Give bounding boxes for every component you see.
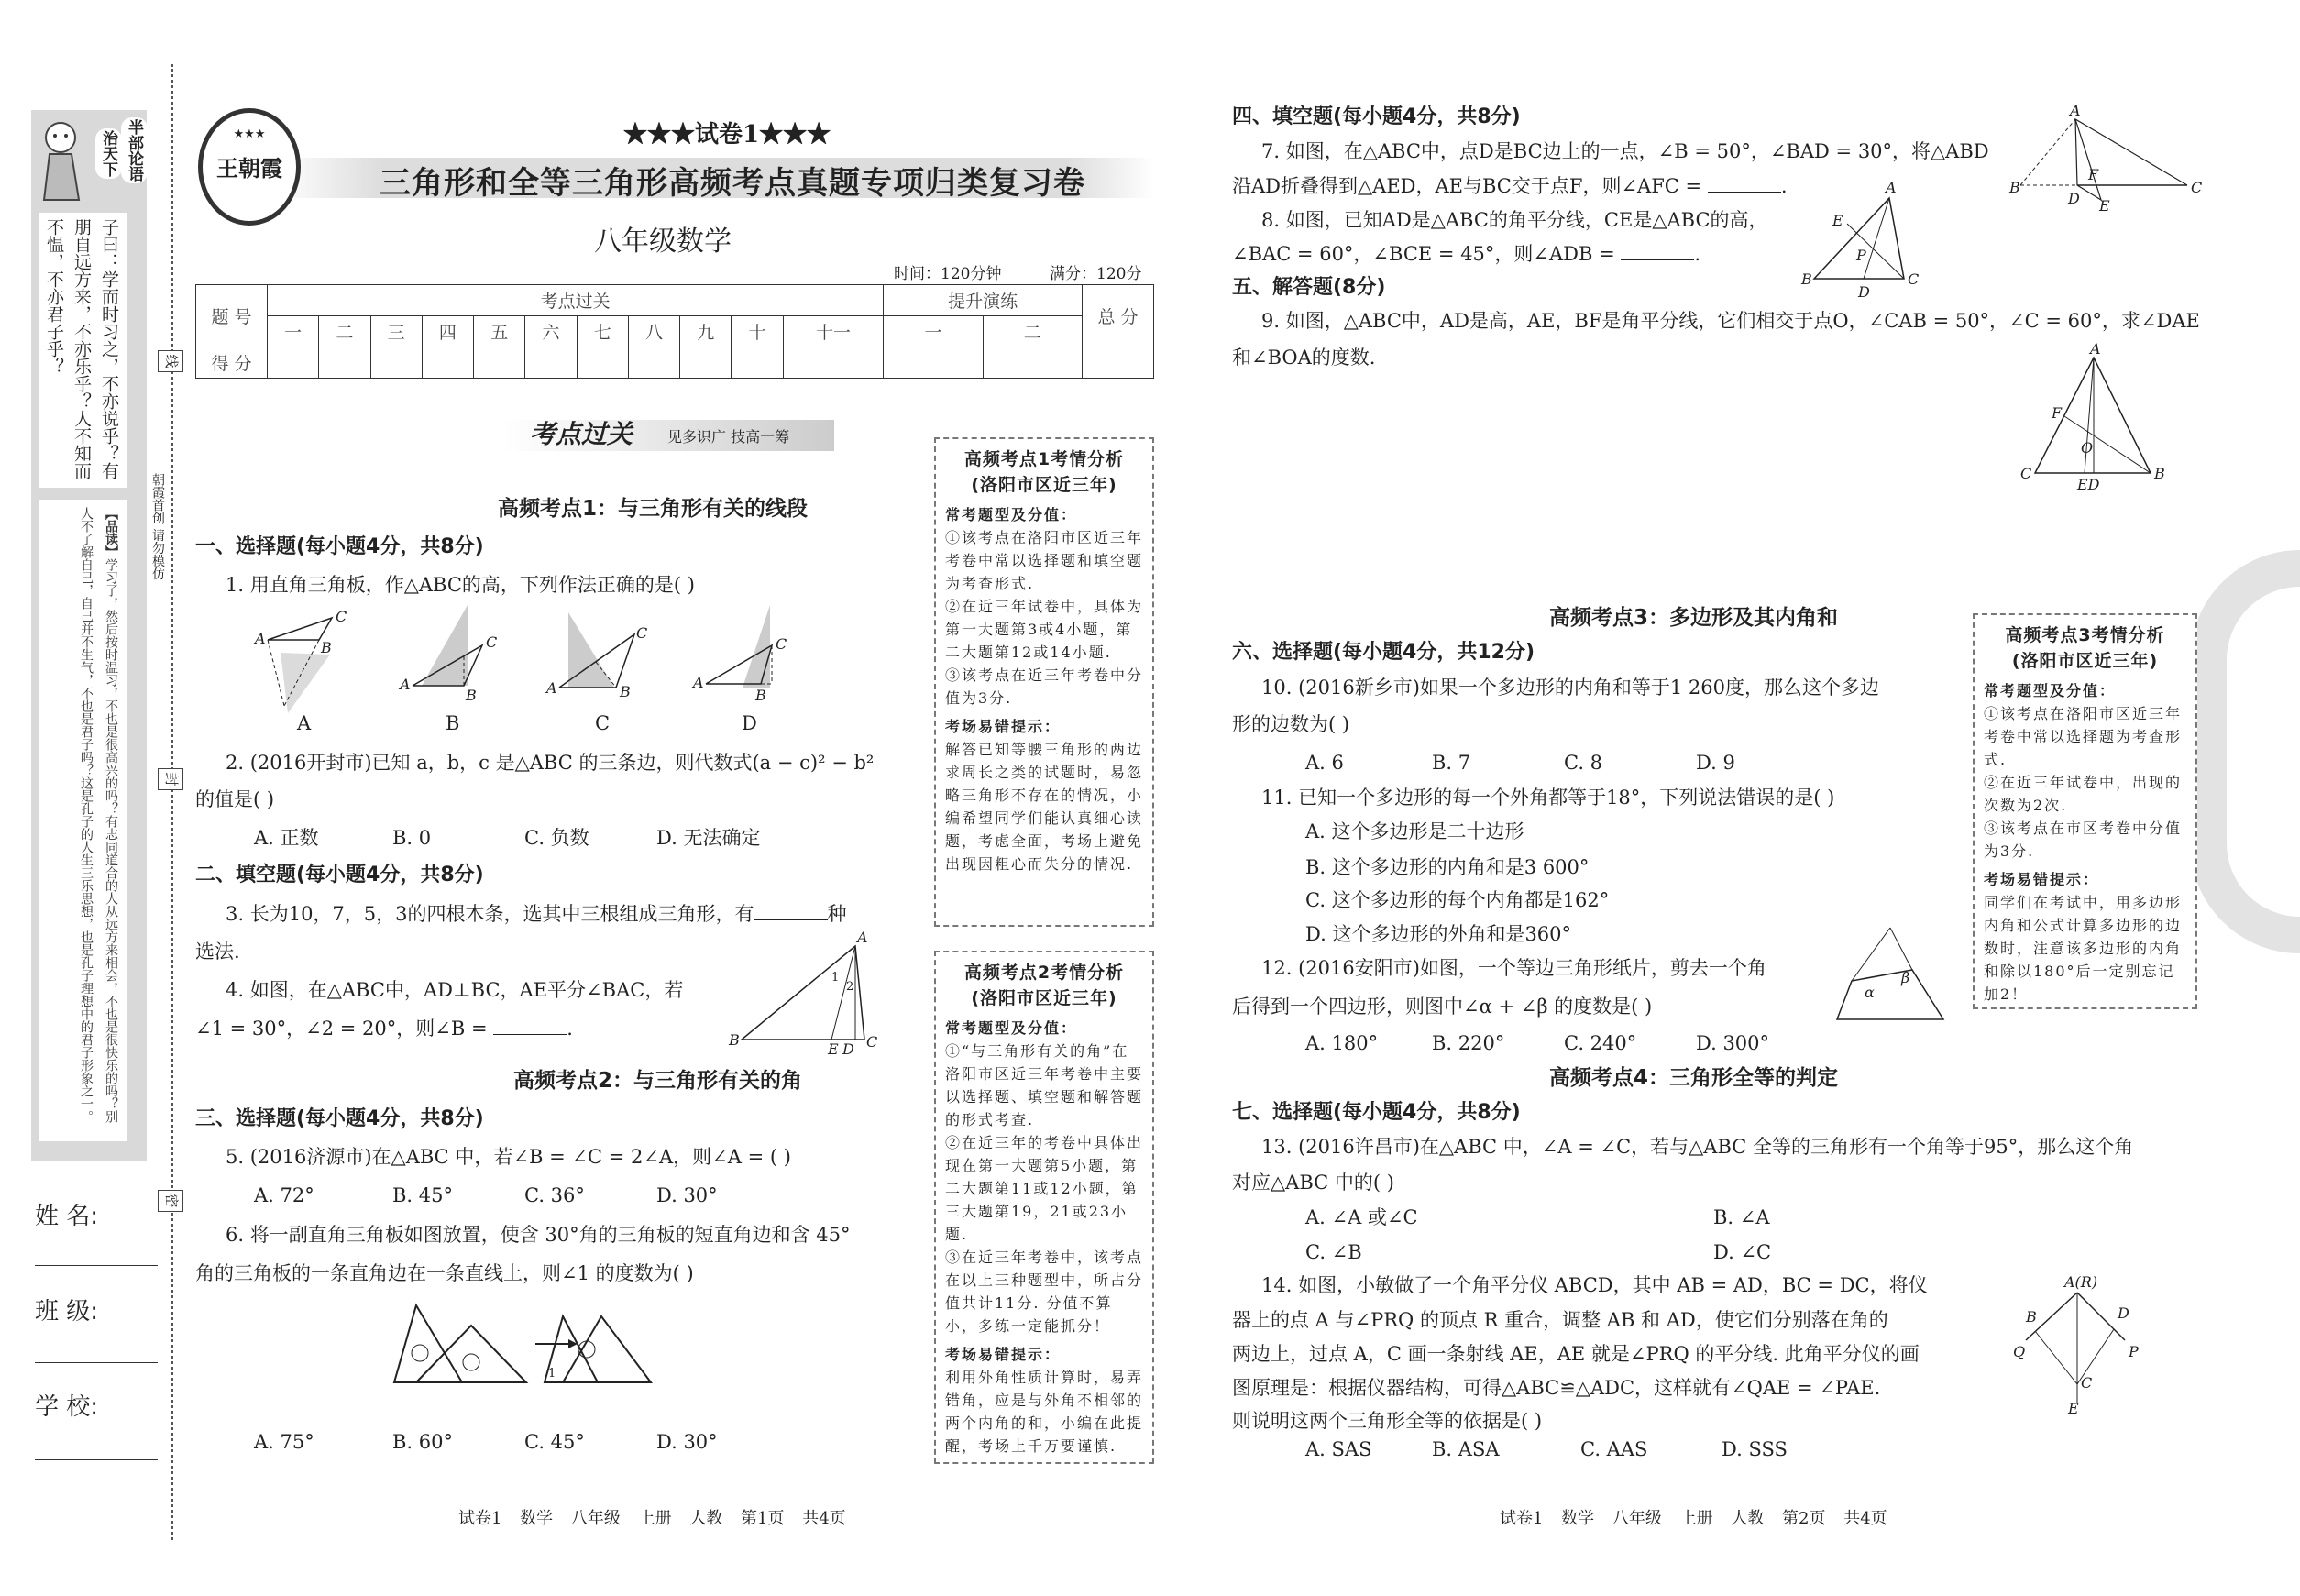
score-cell[interactable] <box>370 347 422 379</box>
banner-title: 考点过关 <box>530 419 633 449</box>
question-14-cont: 器上的点 A 与∠PRQ 的顶点 R 重合，调整 AB 和 AD，使它们分别落在角的 <box>1232 1309 1888 1331</box>
q4-figure <box>729 929 885 1058</box>
q12-figure <box>1833 924 1948 1023</box>
score-cell[interactable] <box>525 347 577 379</box>
q2-option: A. 正数 <box>254 827 319 849</box>
col-header: 二 <box>319 316 370 347</box>
question-8: 8. 如图，已知AD是△ABC的角平分线，CE是△ABC的高， <box>1261 209 1768 231</box>
question-12-cont: 后得到一个四边形，则图中∠α + ∠β 的度数是( ) <box>1232 996 1653 1018</box>
box-heading: 考场易错提示： <box>945 718 1062 735</box>
question-12: 12. (2016安阳市)如图，一个等边三角形纸片，剪去一个角 <box>1261 957 1766 979</box>
reading-label: 【品读】 <box>104 507 118 558</box>
svg-text:P: P <box>2129 1343 2139 1360</box>
q12-option: D. 300° <box>1696 1032 1770 1054</box>
question-3-cont: 选法. <box>195 941 240 963</box>
figure-b <box>398 605 497 704</box>
box-point: ②在近三年试卷中，出现的次数为2次. <box>1984 774 2183 814</box>
kp4-heading: 高频考点4：三角形全等的判定 <box>1549 1066 1839 1090</box>
question-7: 7. 如图，在△ABC中，点D是BC边上的一点，∠B = 50°，∠BAD = 30°，将△ABD <box>1261 140 1989 162</box>
col-header: 一 <box>884 316 983 347</box>
box-point: ①该考点在洛阳市区近三年考卷中常以选择题和填空题为考查形式. <box>945 529 1144 592</box>
q2-option: C. 负数 <box>524 827 589 849</box>
q8-answer-blank[interactable] <box>1621 244 1694 260</box>
section-7-heading: 七、选择题(每小题4分，共8分) <box>1232 1101 1521 1124</box>
kp3-analysis-box <box>1973 613 2197 1009</box>
figure-d <box>691 605 787 704</box>
question-6: 6. 将一副直角三角板如图放置，使含 30°角的三角板的短直角边和含 45° <box>226 1224 851 1246</box>
box-subtitle: (洛阳市区近三年) <box>971 475 1117 495</box>
question-14-cont: 则说明这两个三角形全等的依据是( ) <box>1232 1410 1543 1432</box>
q7-answer-blank[interactable] <box>1708 176 1781 193</box>
svg-text:B: B <box>729 1031 740 1049</box>
col-header: 九 <box>680 316 732 347</box>
question-2-cont: 的值是( ) <box>195 788 275 810</box>
svg-text:E: E <box>2068 1400 2079 1417</box>
q6-option: D. 30° <box>656 1431 718 1453</box>
svg-text:1: 1 <box>548 1367 556 1381</box>
question-9: 9. 如图，△ABC中，AD是高，AE，BF是角平分线，它们相交于点O，∠CAB = 50°，∠C = 60°，求∠DAE <box>1261 310 2200 332</box>
svg-text:E: E <box>1832 212 1843 229</box>
question-14-cont: 两边上，过点 A，C 画一条射线 AE，AE 就是∠PRQ 的平分线. 此角平分仪的画 <box>1232 1343 1920 1365</box>
question-5: 5. (2016济源市)在△ABC 中，若∠B = ∠C = 2∠A，则∠A = ( ) <box>226 1146 791 1168</box>
q1-option-label: A <box>297 712 312 734</box>
svg-text:E: E <box>2099 197 2110 215</box>
analects-reading <box>39 500 127 1141</box>
svg-text:C: C <box>2191 179 2203 196</box>
logo-text: 王朝霞 <box>216 155 282 182</box>
kp1-heading: 高频考点1：与三角形有关的线段 <box>498 497 809 521</box>
section-4-heading: 四、填空题(每小题4分，共8分) <box>1232 105 1521 128</box>
question-4-cont: ∠1 = 30°，∠2 = 20°，则∠B = . <box>195 1018 573 1040</box>
box-subtitle: (洛阳市区近三年) <box>2011 651 2159 671</box>
class-field[interactable] <box>35 1362 158 1363</box>
q1-option-label: C <box>595 712 611 734</box>
q7-text: 沿AD折叠得到△AED，AE与BC交于点F，则∠AFC = <box>1232 175 1702 197</box>
svg-text:A: A <box>1886 179 1897 196</box>
box-point: ①该考点在洛阳市区近三年考卷中常以选择题为考查形式. <box>1984 705 2183 768</box>
box-title: 高频考点2考情分析 <box>963 963 1125 983</box>
copyright-notice: 朝霞首创 请勿模仿 <box>150 473 165 580</box>
q14-option: D. SSS <box>1722 1438 1788 1460</box>
svg-text:C: C <box>2020 465 2032 482</box>
q2-option: D. 无法确定 <box>656 827 761 849</box>
box-point: ②在近三年的考卷中具体出现在第一大题第5小题，第二大题第11或12小题，第三大题第19，21或23小题. <box>945 1134 1144 1243</box>
q11-option: A. 这个多边形是二十边形 <box>1305 820 1524 842</box>
row-header: 题 号 <box>196 285 268 347</box>
svg-text:F: F <box>2052 404 2063 422</box>
q13-option: C. ∠B <box>1305 1241 1362 1263</box>
col-header: 五 <box>474 316 525 347</box>
q14-option: A. SAS <box>1305 1438 1372 1460</box>
q12-option: C. 240° <box>1564 1032 1637 1054</box>
svg-text:A: A <box>546 679 557 697</box>
svg-text:A: A <box>2070 102 2081 119</box>
col-header: 八 <box>628 316 679 347</box>
svg-text:F: F <box>2088 166 2099 183</box>
svg-text:C: C <box>2081 1374 2093 1392</box>
q12-option: B. 220° <box>1432 1032 1505 1054</box>
section-6-heading: 六、选择题(每小题4分，共12分) <box>1232 641 1535 664</box>
q5-option: C. 36° <box>524 1184 585 1206</box>
box-heading: 考场易错提示： <box>1984 871 2100 888</box>
question-13: 13. (2016许昌市)在△ABC 中，∠A = ∠C，若与△ABC 全等的三角形有一个角等于95°，那么这个角 <box>1261 1136 2134 1158</box>
svg-text:B: B <box>2154 465 2165 482</box>
question-13-cont: 对应△ABC 中的( ) <box>1232 1172 1394 1194</box>
q5-option: B. 45° <box>392 1184 454 1206</box>
q6-option: B. 60° <box>392 1431 454 1453</box>
svg-text:C: C <box>486 633 498 651</box>
col-header: 七 <box>577 316 628 347</box>
q2-option: B. 0 <box>392 827 432 849</box>
col-header: 一 <box>268 316 319 347</box>
seal-mark: 封 <box>158 768 183 790</box>
svg-text:1: 1 <box>831 971 840 985</box>
name-label: 姓 名: <box>35 1203 99 1230</box>
svg-text:O: O <box>2081 439 2094 457</box>
kp2-analysis-box <box>934 951 1154 1464</box>
svg-text:2: 2 <box>846 980 854 994</box>
banner-slogan: 见多识广 技高一筹 <box>667 428 790 446</box>
score-cell[interactable] <box>422 347 473 379</box>
q3-answer-blank[interactable] <box>754 904 828 920</box>
question-7-cont: 沿AD折叠得到△AED，AE与BC交于点F，则∠AFC = . <box>1232 175 1788 197</box>
svg-text:D: D <box>2068 190 2080 207</box>
reading-text: 学习了，然后按时温习，不也是很高兴的吗？有志同道合的人从远方来相会，不也是很快乐的吗？别人不了解自己，自己并不生气，不也是君子吗？这是孔子的人生三乐思想，也是孔子理想中的君子形象之一。 <box>79 507 118 1123</box>
figure-a <box>253 608 347 713</box>
q8-figure <box>1801 179 1948 303</box>
col-header: 六 <box>525 316 577 347</box>
svg-text:P: P <box>1856 247 1866 264</box>
svg-text:B: B <box>620 683 631 700</box>
q5-option: D. 30° <box>656 1184 718 1206</box>
q3-text-end: 种 <box>827 903 847 925</box>
total-header: 总 分 <box>1083 285 1154 347</box>
svg-text:C: C <box>1908 270 1920 288</box>
question-11: 11. 已知一个多边形的每一个外角都等于18°，下列说法错误的是( ) <box>1261 787 1835 809</box>
section-1-heading: 一、选择题(每小题4分，共8分) <box>195 535 484 558</box>
question-1: 1. 用直角三角板，作△ABC的高，下列作法正确的是( ) <box>226 574 695 596</box>
svg-text:ED: ED <box>2077 476 2100 493</box>
question-2: 2. (2016开封市)已知 a，b，c 是△ABC 的三条边，则代数式(a − c)² − b² <box>226 752 875 774</box>
analects-quote: 子曰：学而时习之，不亦说乎？有朋自远方来，不亦乐乎？人不知而不愠，不亦君子乎？ <box>39 213 127 488</box>
q1-figures <box>248 605 816 715</box>
paper-series: ★★★试卷1★★★ <box>623 121 831 149</box>
section-3-heading: 三、选择题(每小题4分，共8分) <box>195 1107 484 1130</box>
q13-option: A. ∠A 或∠C <box>1305 1206 1418 1228</box>
section-2-heading: 二、填空题(每小题4分，共8分) <box>195 864 484 886</box>
kp3-heading: 高频考点3：多边形及其内角和 <box>1549 606 1839 630</box>
q12-option: A. 180° <box>1305 1032 1379 1054</box>
group-kaodian: 考点过关 <box>268 285 884 316</box>
svg-text:A(R): A(R) <box>2064 1273 2098 1291</box>
q10-option: A. 6 <box>1305 752 1344 774</box>
svg-text:Q: Q <box>2013 1343 2026 1360</box>
school-field[interactable] <box>35 1459 158 1460</box>
question-10: 10. (2016新乡市)如果一个多边形的内角和等于1 260度，那么这个多边 <box>1261 677 1880 699</box>
svg-text:B: B <box>321 639 332 656</box>
svg-text:B: B <box>755 687 766 704</box>
q14-figure <box>2013 1273 2151 1417</box>
score-cell[interactable] <box>983 347 1082 379</box>
svg-text:C: C <box>336 608 347 625</box>
q11-option: C. 这个多边形的每个内角都是162° <box>1305 889 1610 911</box>
q9-figure <box>2017 340 2173 493</box>
svg-text:E: E <box>828 1040 839 1058</box>
score-cell[interactable] <box>628 347 679 379</box>
q5-option: A. 72° <box>254 1184 314 1206</box>
col-header: 二 <box>983 316 1082 347</box>
q4-text: ∠1 = 30°，∠2 = 20°，则∠B = <box>195 1018 488 1040</box>
page-footer-left: 试卷1 数学 八年级 上册 人教 第1页 共4页 <box>458 1509 846 1528</box>
kp1-analysis-box <box>934 437 1154 927</box>
box-subtitle: (洛阳市区近三年) <box>971 988 1117 1008</box>
exam-time: 时间：120分钟 <box>894 265 1002 283</box>
class-label: 班 级: <box>35 1298 99 1326</box>
scholar-cartoon-icon <box>37 117 84 200</box>
brand-logo: ★★★ 王朝霞 <box>198 108 301 226</box>
box-heading: 常考题型及分值： <box>945 506 1078 523</box>
svg-text:A: A <box>255 630 266 647</box>
q6-option: A. 75° <box>254 1431 314 1453</box>
score-cell[interactable] <box>732 347 783 379</box>
q11-option: B. 这个多边形的内角和是3 600° <box>1305 856 1590 878</box>
score-cell[interactable] <box>319 347 370 379</box>
col-header: 十 <box>732 316 783 347</box>
svg-text:α: α <box>1865 984 1875 1001</box>
q6-option: C. 45° <box>524 1431 585 1453</box>
box-heading: 常考题型及分值： <box>1984 682 2117 699</box>
q11-option: D. 这个多边形的外角和是360° <box>1305 923 1572 945</box>
box-title: 高频考点3考情分析 <box>2005 625 2165 645</box>
svg-text:A: A <box>857 929 868 946</box>
box-point: ③该考点在近三年考卷中分值为3分. <box>945 666 1144 707</box>
q7-figure <box>2009 102 2203 215</box>
col-header: 十一 <box>783 316 884 347</box>
group-tisheng: 提升演练 <box>884 285 1083 316</box>
svg-text:B: B <box>466 687 477 704</box>
section-5-heading: 五、解答题(8分) <box>1232 276 1386 299</box>
q14-option: B. ASA <box>1432 1438 1500 1460</box>
school-label: 学 校: <box>35 1393 99 1421</box>
q6-figures <box>389 1298 664 1399</box>
score-cell[interactable] <box>268 347 319 379</box>
question-14: 14. 如图，小敏做了一个角平分仪 ABCD，其中 AB = AD，BC = DC，将仪 <box>1261 1274 1928 1296</box>
q10-option: B. 7 <box>1432 752 1471 774</box>
box-tip: 解答已知等腰三角形的两边求周长之类的试题时，易忽略三角形不存在的情况，小编希望同学们能认真细心读题，考虑全面，考场上避免出现因粗心而失分的情况. <box>945 741 1144 873</box>
question-14-cont: 图原理是：根据仪器结构，可得△ABC≌△ADC，这样就有∠QAE = ∠PAE. <box>1232 1377 1881 1399</box>
score-label: 得 分 <box>196 347 268 379</box>
badge-left: 治天下 <box>95 128 122 179</box>
question-9-cont: 和∠BOA的度数. <box>1232 347 1376 369</box>
svg-text:A: A <box>2090 340 2101 358</box>
col-header: 三 <box>370 316 422 347</box>
score-table <box>195 284 1154 379</box>
q3-text: 3. 长为10，7，5，3的四根木条，选其中三根组成三角形，有 <box>226 903 754 925</box>
seal-mark: 线 <box>158 350 183 372</box>
full-score: 满分：120分 <box>1050 265 1142 283</box>
svg-text:A: A <box>400 676 411 693</box>
score-cell[interactable] <box>474 347 525 379</box>
paper-title: 三角形和全等三角形高频考点真题专项归类复习卷 <box>380 165 1085 202</box>
q13-option: D. ∠C <box>1713 1241 1772 1263</box>
figure-c <box>545 612 647 700</box>
page-footer-right: 试卷1 数学 八年级 上册 人教 第2页 共4页 <box>1500 1509 1887 1528</box>
svg-text:B: B <box>2009 179 2020 196</box>
q1-option-label: D <box>742 712 757 734</box>
box-point: ③在近三年考卷中，该考点在以上三种题型中，所占分值共计11分. 分值不算小，多练一定能抓分！ <box>945 1249 1144 1335</box>
svg-text:β: β <box>1901 969 1910 986</box>
name-field[interactable] <box>35 1265 158 1266</box>
seal-mark: 密 <box>158 1190 183 1212</box>
subject-title: 八年级数学 <box>594 226 732 258</box>
svg-text:D: D <box>1858 283 1870 301</box>
q1-option-label: B <box>446 712 460 734</box>
q14-option: C. AAS <box>1580 1438 1648 1460</box>
score-cell[interactable] <box>1083 347 1154 379</box>
svg-text:D: D <box>2118 1304 2129 1322</box>
box-point: ②在近三年试卷中，具体为第一大题第3或4小题，第二大题第12或14小题. <box>945 598 1144 661</box>
q10-option: D. 9 <box>1696 752 1735 774</box>
box-point: ①“与三角形有关的角”在洛阳市区近三年考卷中主要以选择题、填空题和解答题的形式考查. <box>945 1042 1144 1128</box>
score-cell[interactable] <box>680 347 732 379</box>
svg-text:C: C <box>636 624 648 642</box>
svg-text:A: A <box>693 674 704 691</box>
q4-answer-blank[interactable] <box>493 1018 567 1035</box>
question-6-cont: 角的三角板的一条直角边在一条直线上，则∠1 的度数为( ) <box>195 1262 694 1284</box>
score-cell[interactable] <box>884 347 983 379</box>
box-title: 高频考点1考情分析 <box>963 449 1125 469</box>
score-cell[interactable] <box>577 347 628 379</box>
badge-right: 半部论语 <box>121 117 148 183</box>
q13-option: B. ∠A <box>1713 1206 1770 1228</box>
q8-text: ∠BAC = 60°，∠BCE = 45°，则∠ADB = <box>1232 243 1615 265</box>
svg-text:B: B <box>2026 1308 2037 1326</box>
question-4: 4. 如图，在△ABC中，AD⊥BC，AE平分∠BAC，若 <box>226 979 684 1001</box>
watermark-seal <box>2190 550 2300 953</box>
svg-text:C: C <box>776 635 787 653</box>
box-tip: 利用外角性质计算时，易弄错角，应是与外角不相邻的两个内角的和，小编在此提醒，考场上千万要谨慎. <box>945 1369 1144 1455</box>
q10-option: C. 8 <box>1564 752 1603 774</box>
svg-text:D: D <box>842 1040 854 1058</box>
question-3 <box>226 902 847 926</box>
box-tip: 同学们在考试中，用多边形内角和公式计算多边形的边数时，注意该多边形的内角和除以180°后一定别忘记加2！ <box>1984 894 2183 1003</box>
binding-line <box>171 64 173 1540</box>
box-heading: 考场易错提示： <box>945 1346 1062 1363</box>
box-point: ③该考点在市区考卷中分值为3分. <box>1984 820 2183 860</box>
box-heading: 常考题型及分值： <box>945 1019 1078 1037</box>
question-10-cont: 形的边数为( ) <box>1232 713 1350 735</box>
svg-text:B: B <box>1801 270 1812 288</box>
question-8-cont: ∠BAC = 60°，∠BCE = 45°，则∠ADB = . <box>1232 243 1701 265</box>
svg-text:C: C <box>866 1033 878 1051</box>
kp2-heading: 高频考点2：与三角形有关的角 <box>513 1069 803 1093</box>
score-cell[interactable] <box>783 347 884 379</box>
col-header: 四 <box>422 316 473 347</box>
